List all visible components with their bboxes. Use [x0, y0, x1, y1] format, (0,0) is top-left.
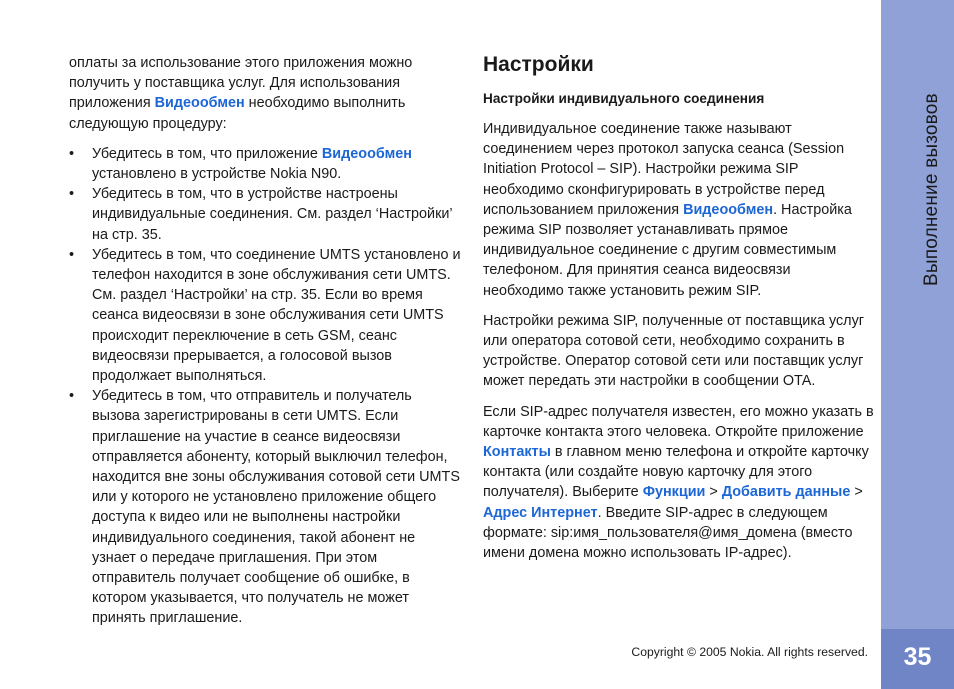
paragraph-text: . Введите SIP-адрес в следующем формате: sip:имя_пользователя@имя_домена (вместо имени домена можно использовать IP-адрес).: [483, 504, 853, 562]
bullet-icon: •: [69, 145, 75, 162]
intro-text-1: оплаты за использование этого приложения можно получить у поставщика услуг. Для использования приложения: [69, 55, 413, 112]
intro-text-2: необходимо выполнить следующую процедуру:: [69, 95, 406, 132]
bullet-icon: •: [69, 246, 75, 263]
subsection-title: Настройки индивидуального соединения: [483, 91, 765, 106]
procedure-list: [69, 144, 461, 629]
paragraph-sip-intro: [483, 119, 875, 301]
paragraph-sip-settings: Настройки режима SIP, полученные от поставщика услуг или оператора сотовой сети, необходимо сохранить в устройстве. Оператор сотовой сети или поставщик услуг может передать эти настройки в сообщении OTA.: [483, 312, 865, 390]
bullet-icon: •: [69, 186, 75, 203]
keyword-videosharing: Видеообмен: [683, 201, 774, 218]
section-title: Настройки: [483, 53, 594, 76]
list-item: [69, 184, 461, 245]
chapter-label-wrap: [891, 55, 942, 295]
list-item-text: установлено в устройстве Nokia N90.: [92, 166, 342, 183]
list-item-text: Убедитесь в том, что в устройстве настроены индивидуальные соединения. См. раздел ‘Настройки’ на стр. 35.: [92, 186, 453, 243]
list-item-text: Убедитесь в том, что отправитель и получатель вызова зарегистрированы в сети UMTS. Если приглашение на участие в сеансе видеосвязи отправляется абоненту, который выключил телефон, находится вне зоны обслуживания сотовой сети UMTS или у которого не установлено приложение общего доступа к видео или не выполнены настройки индивидуального соединения, такой абонент не узнает о передаче приглашения. При этом отправитель получает сообщение об ошибке, в котором указывается, что получатель не может принять приглашение.: [92, 388, 460, 627]
chapter-tab: [881, 0, 954, 689]
right-column: [483, 52, 875, 563]
intro-paragraph: [69, 53, 461, 134]
keyword-web-address: Адрес Интернет: [483, 504, 598, 521]
left-column: [69, 53, 461, 629]
keyword-add-detail: Добавить данные: [721, 484, 851, 501]
list-item-text: Убедитесь в том, что приложение: [92, 145, 322, 162]
chapter-tab-band: [881, 0, 954, 629]
chapter-label: Выполнение вызовов: [921, 93, 942, 286]
paragraph-text: Если SIP-адрес получателя известен, его можно указать в карточке контакта этого человека. Откройте приложение: [483, 403, 874, 440]
keyword-videosharing: Видеообмен: [154, 95, 245, 112]
menu-separator: >: [705, 484, 722, 501]
list-item-text: Убедитесь в том, что соединение UMTS установлено и телефон находится в зоне обслуживания сети UMTS. См. раздел ‘Настройки’ на стр. 35. Если во время сеанса видеосвязи в зоне обслуживания сети UMTS происходит переключение в сеть GSM, сеанс видеосвязи прерывается, а голосовой вызов продолжает выполняться.: [92, 246, 461, 385]
bullet-icon: •: [69, 388, 75, 405]
paragraph-sip-address: [483, 402, 875, 564]
keyword-contacts: Контакты: [483, 444, 551, 461]
keyword-options: Функции: [642, 484, 706, 501]
list-item: [69, 386, 461, 628]
list-item: [69, 245, 461, 386]
page-number-box: [881, 629, 954, 689]
copyright-notice: Copyright © 2005 Nokia. All rights reserved.: [631, 645, 868, 659]
list-item: [69, 144, 461, 184]
paragraph-text: . Настройка режима SIP позволяет устанавливать прямое индивидуальное соединение с другим совместимым телефоном. Для принятия сеанса видеосвязи необходимо также установить режим SIP.: [483, 201, 852, 299]
keyword-videosharing: Видеообмен: [321, 145, 412, 162]
paragraph-text: в главном меню телефона и откройте карточку контакта (или создайте новую карточку для этого получателя). Выберите: [483, 444, 869, 501]
menu-separator: >: [850, 484, 863, 501]
paragraph-text: Индивидуальное соединение также называют соединением через протокол запуска сеанса (Session Initiation Protocol – SIP). Настройки режима SIP необходимо сконфигурировать в устройстве перед использованием приложения: [483, 121, 845, 218]
page-number: 35: [903, 643, 932, 671]
